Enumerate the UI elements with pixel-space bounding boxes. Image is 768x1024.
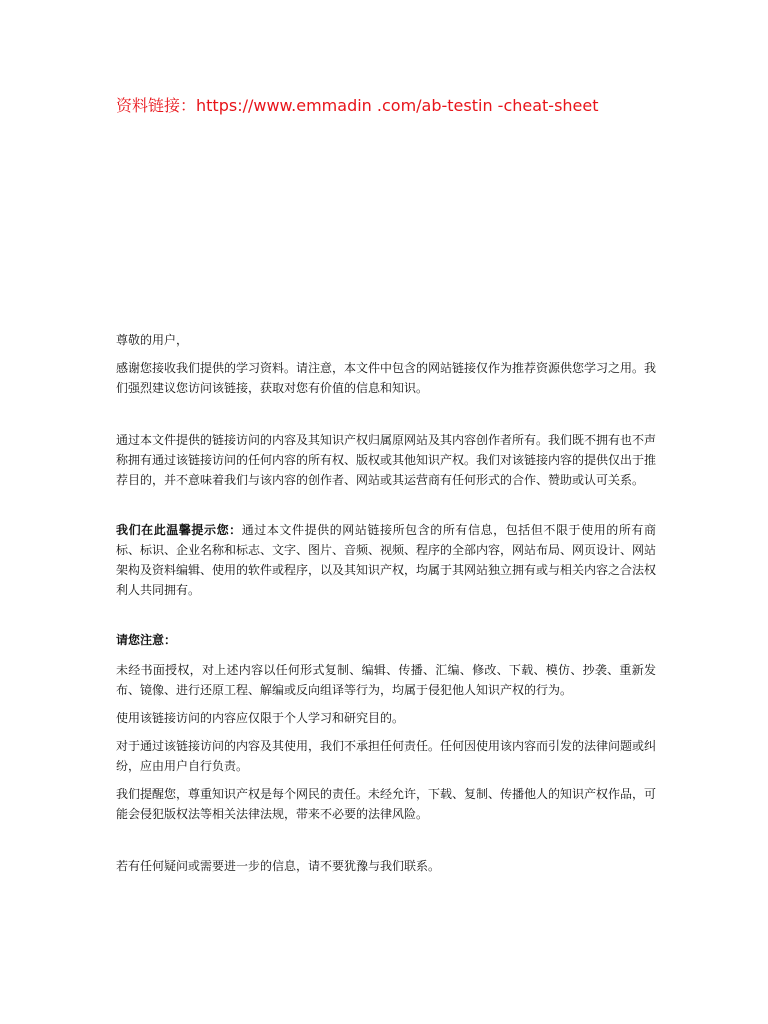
resource-link-url[interactable]: https://www.emmadin .com/ab-testin -cheat-sheet <box>196 96 599 115</box>
resource-link-line[interactable] <box>116 95 599 117</box>
notice-liability: 对于通过该链接访问的内容及其使用，我们不承担任何责任。任何因使用该内容而引发的法律问题或纠纷，应由用户自行负责。 <box>116 739 657 773</box>
paragraph-reminder <box>116 520 656 600</box>
paragraph-ownership: 通过本文件提供的链接访问的内容及其知识产权归属原网站及其内容创作者所有。我们既不拥有也不声称拥有通过该链接访问的任何内容的所有权、版权或其他知识产权。我们对该链接内容的提供仅出于推荐目的，并不意味着我们与该内容的创作者、网站或其运营商有任何形式的合作、赞助或认可关系。 <box>116 433 657 487</box>
notice-heading: 请您注意： <box>116 633 177 647</box>
notice-personal-use: 使用该链接访问的内容应仅限于个人学习和研究目的。 <box>116 711 405 725</box>
greeting: 尊敬的用户， <box>116 333 189 347</box>
reminder-text: 通过本文件提供的网站链接所包含的所有信息，包括但不限于使用的所有商标、标识、企业名称和标志、文字、图片、音频、视频、程序的全部内容，网站布局、网页设计、网站架构及资料编辑、使用的软件或程序，以及其知识产权，均属于其网站独立拥有或与相关内容之合法权利人共同拥有。 <box>116 523 657 597</box>
notice-respect-ip: 我们提醒您，尊重知识产权是每个网民的责任。未经允许，下载、复制、传播他人的知识产权作品，可能会侵犯版权法等相关法律法规，带来不必要的法律风险。 <box>116 787 657 821</box>
notice-unauthorized: 未经书面授权，对上述内容以任何形式复制、编辑、传播、汇编、修改、下载、模仿、抄袭、重新发布、镜像、进行还原工程、解编或反向组译等行为，均属于侵犯他人知识产权的行为。 <box>116 663 656 697</box>
closing-contact: 若有任何疑问或需要进一步的信息，请不要犹豫与我们联系。 <box>116 859 441 873</box>
paragraph-thanks: 感谢您接收我们提供的学习资料。请注意，本文件中包含的网站链接仅作为推荐资源供您学习之用。我们强烈建议您访问该链接，获取对您有价值的信息和知识。 <box>116 361 657 395</box>
resource-link-label: 资料链接： <box>116 96 197 115</box>
reminder-heading: 我们在此温馨提示您： <box>116 523 242 537</box>
document-body <box>116 330 656 876</box>
